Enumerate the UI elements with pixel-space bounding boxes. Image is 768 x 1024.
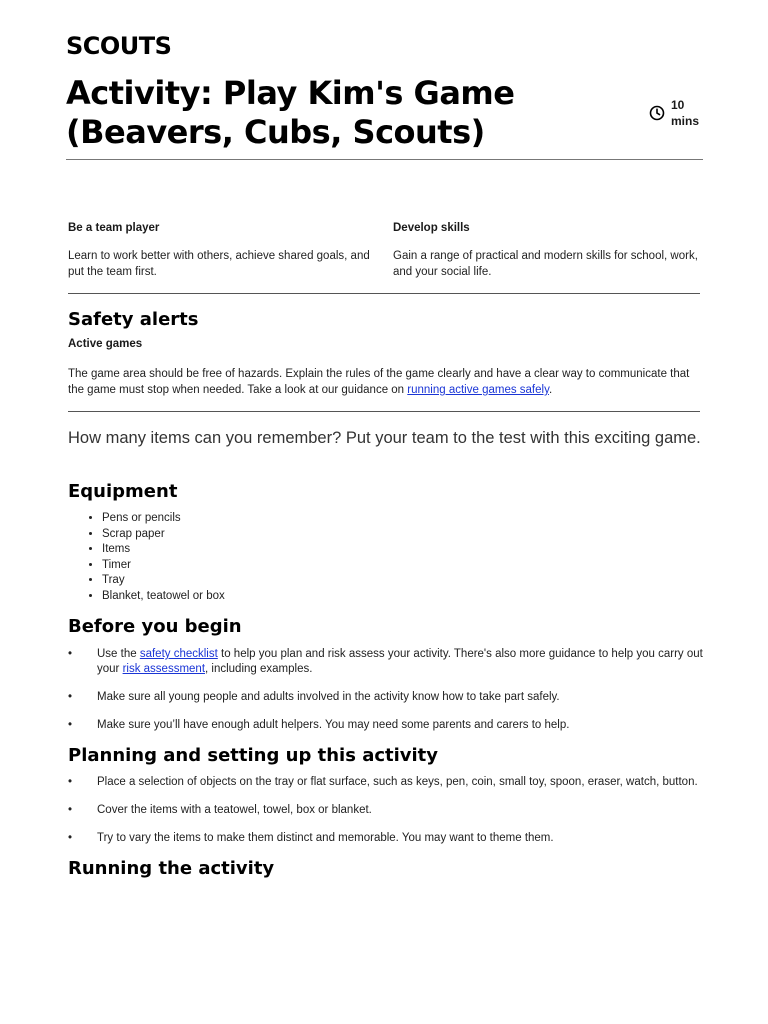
- safety-heading: Safety alerts: [68, 309, 199, 330]
- list-item: • Tray: [102, 573, 225, 589]
- planning-list: [68, 775, 708, 859]
- equipment-heading: Equipment: [68, 481, 178, 502]
- duration-label: 10 mins: [671, 98, 700, 128]
- skill-title: Be a team player: [68, 222, 160, 234]
- list-item: • Scrap paper: [102, 527, 225, 543]
- duration: [649, 97, 701, 129]
- list-item: • Cover the items with a teatowel, towel, box or blanket.: [68, 803, 708, 818]
- skill-team-player: [68, 220, 378, 280]
- running-heading: Running the activity: [68, 858, 275, 879]
- safety-subheading: Active games: [68, 338, 143, 350]
- intro-text: How many items can you remember? Put your team to the test with this exciting game.: [68, 429, 701, 447]
- skill-text: Gain a range of practical and modern skills for school, work, and your social life.: [393, 250, 698, 278]
- safety-divider: [68, 411, 700, 412]
- skill-title: Develop skills: [393, 222, 470, 234]
- running-active-games-link[interactable]: running active games safely: [407, 384, 549, 396]
- skills-divider: [68, 293, 700, 294]
- equipment-list: [88, 511, 225, 605]
- before-list: [68, 647, 708, 746]
- safety-text: The game area should be free of hazards. Explain the rules of the game clearly and have a clear way to communicate that the game must stop when needed. Take a look at our guidance on running active games safely.: [68, 368, 690, 396]
- list-item: • Make sure you’ll have enough adult helpers. You may need some parents and carers to help.: [68, 718, 708, 733]
- header-divider: [66, 159, 703, 160]
- risk-assessment-link[interactable]: risk assessment: [122, 663, 206, 675]
- clock-icon: [649, 105, 665, 121]
- skill-develop-skills: [393, 220, 703, 280]
- list-item: • Blanket, teatowel or box: [102, 589, 225, 605]
- list-item: • Timer: [102, 558, 225, 574]
- scouts-logo[interactable]: SCOUTS: [66, 32, 172, 60]
- list-item: • Place a selection of objects on the tray or flat surface, such as keys, pen, coin, small toy, spoon, eraser, watch, button.: [68, 775, 708, 790]
- planning-heading: Planning and setting up this activity: [68, 745, 439, 766]
- list-item: • Use the safety checklist to help you plan and risk assess your activity. There's also more guidance to help you carry out your risk assessment, including examples.: [68, 647, 708, 677]
- list-item: • Items: [102, 542, 225, 558]
- page-title: Activity: Play Kim's Game (Beavers, Cubs, Scouts): [66, 74, 515, 151]
- skill-text: Learn to work better with others, achieve shared goals, and put the team first.: [68, 250, 370, 278]
- list-item: • Try to vary the items to make them distinct and memorable. You may want to theme them.: [68, 831, 708, 846]
- list-item: • Make sure all young people and adults involved in the activity know how to take part safely.: [68, 690, 708, 705]
- list-item: • Pens or pencils: [102, 511, 225, 527]
- safety-checklist-link[interactable]: safety checklist: [139, 648, 218, 660]
- before-heading: Before you begin: [68, 616, 242, 637]
